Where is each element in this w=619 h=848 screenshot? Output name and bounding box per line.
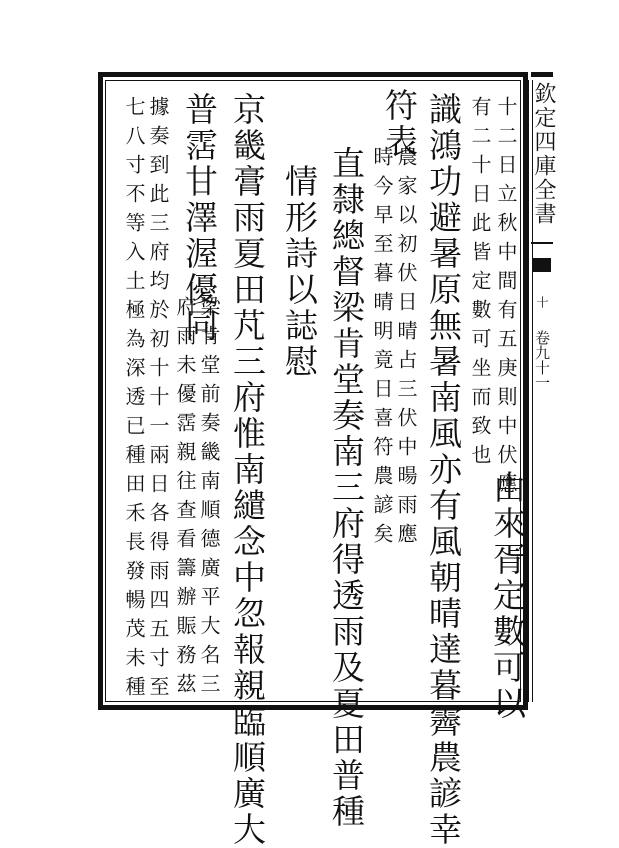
text-column: 府雨未優霑親往查看籌辦賑務茲 [173, 296, 197, 702]
text-column: 識鴻功避暑原無暑南風亦有風朝晴達暮霽農諺幸 [424, 92, 463, 848]
text-column: 十二日立秋中間有五庚則中伏應 [494, 96, 518, 502]
text-column: 情形詩以誌慰 [280, 164, 319, 380]
text-column: 京畿膏雨夏田芃三府惟南繾念中忽報親臨順廣大 [228, 92, 267, 848]
text-column: 據奏到此三府均於初十十一兩日各得雨四五寸至 [146, 96, 170, 705]
text-column: 由來胥定數可以 [488, 470, 527, 722]
text-column: 農家以初伏日晴占三伏中暘雨應 [394, 146, 418, 552]
text-column: 梁肯堂前奏畿南順德廣平大名三 [197, 296, 221, 702]
text-column: 普霑甘澤渥優同 [180, 92, 219, 344]
text-column: 時今早至暮晴明竟日喜符農諺矣 [370, 146, 394, 552]
volume-label: 卷九十一 [533, 330, 551, 390]
text-column: 直隸總督梁肯堂奏南三府得透雨及夏田普種 [327, 146, 366, 830]
gutter-rule [528, 80, 529, 702]
book-title: 欽定四庫全書 [531, 82, 556, 226]
text-column: 七八寸不等入土極為深透已種田禾長發暢茂未種 [122, 96, 146, 705]
fish-tail-mark [533, 258, 551, 272]
text-column: 符表 [380, 88, 419, 160]
text-column: 有二十日此皆定數可坐而致也 [468, 96, 492, 473]
page-mark: 十 [535, 296, 549, 308]
